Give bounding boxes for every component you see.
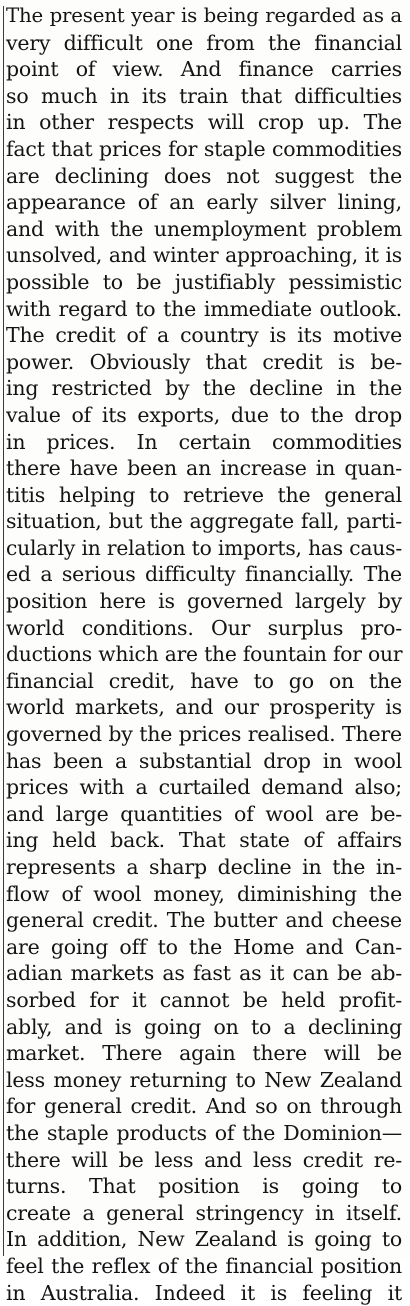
article-line: for general credit. And so on through <box>6 1093 402 1120</box>
article-line: in Australia. Indeed it is feeling it <box>6 1280 402 1306</box>
article-line: In addition, New Zealand is going to <box>6 1226 402 1253</box>
article-line: prices with a curtailed demand also; <box>6 774 402 801</box>
article-line: appearance of an early silver lining, <box>6 189 402 216</box>
article-line: create a general stringency in itself. <box>6 1200 402 1227</box>
article-line: has been a substantial drop in wool <box>6 748 402 775</box>
article-line: very difficult one from the financial <box>6 30 402 57</box>
article-line: less money returning to New Zealand <box>6 1067 402 1094</box>
article-line: ed a serious difficulty financially. The <box>6 561 402 588</box>
article-line: turns. That position is going to <box>6 1173 402 1200</box>
article-line: possible to be justifiably pessimistic <box>6 269 402 296</box>
article-line: situation, but the aggregate fall, parti- <box>6 508 402 535</box>
article-line: power. Obviously that credit is be- <box>6 349 402 376</box>
article-line: with regard to the immediate outlook. <box>6 296 402 323</box>
article-line: are going off to the Home and Can- <box>6 934 402 961</box>
article-line: there will be less and less credit re- <box>6 1147 402 1174</box>
article-line: point of view. And finance carries <box>6 56 402 83</box>
article-line: in prices. In certain commodities <box>6 429 402 456</box>
article-line: world markets, and our prosperity is <box>6 694 402 721</box>
article-line: The credit of a country is its motive <box>6 322 402 349</box>
article-line: flow of wool money, diminishing the <box>6 881 402 908</box>
article-line: value of its exports, due to the drop <box>6 402 402 429</box>
article-line: and with the unemployment problem <box>6 216 402 243</box>
article-line: governed by the prices realised. There <box>6 721 402 748</box>
article-line: ably, and is going on to a declining <box>6 1014 402 1041</box>
article-line: the staple products of the Dominion— <box>6 1120 402 1147</box>
article-line: are declining does not suggest the <box>6 163 402 190</box>
article-line: and large quantities of wool are be- <box>6 801 402 828</box>
article-line: position here is governed largely by <box>6 588 402 615</box>
article-line: in other respects will crop up. The <box>6 109 402 136</box>
article-line: financial credit, have to go on the <box>6 668 402 695</box>
article-line: market. There again there will be <box>6 1040 402 1067</box>
article-line: world conditions. Our surplus pro- <box>6 615 402 642</box>
article-line: adian markets as fast as it can be ab- <box>6 960 402 987</box>
article-line: there have been an increase in quan- <box>6 455 402 482</box>
article-line: The present year is being regarded as a <box>6 3 402 30</box>
article-line: general credit. The butter and cheese <box>6 907 402 934</box>
article-line: so much in its train that difficulties <box>6 83 402 110</box>
article-line: fact that prices for staple commodities <box>6 136 402 163</box>
column-rule <box>3 6 4 1256</box>
article-line: ing held back. That state of affairs <box>6 827 402 854</box>
article-line: feel the reflex of the financial position <box>6 1253 402 1280</box>
article-body <box>6 3 406 1306</box>
article-line: ing restricted by the decline in the <box>6 375 402 402</box>
article-line: sorbed for it cannot be held profit- <box>6 987 402 1014</box>
article-line: titis helping to retrieve the general <box>6 482 402 509</box>
article-line: ductions which are the fountain for our <box>6 641 402 668</box>
article-line: unsolved, and winter approaching, it is <box>6 242 402 269</box>
article-line: represents a sharp decline in the in- <box>6 854 402 881</box>
article-line: cularly in relation to imports, has caus- <box>6 535 402 562</box>
